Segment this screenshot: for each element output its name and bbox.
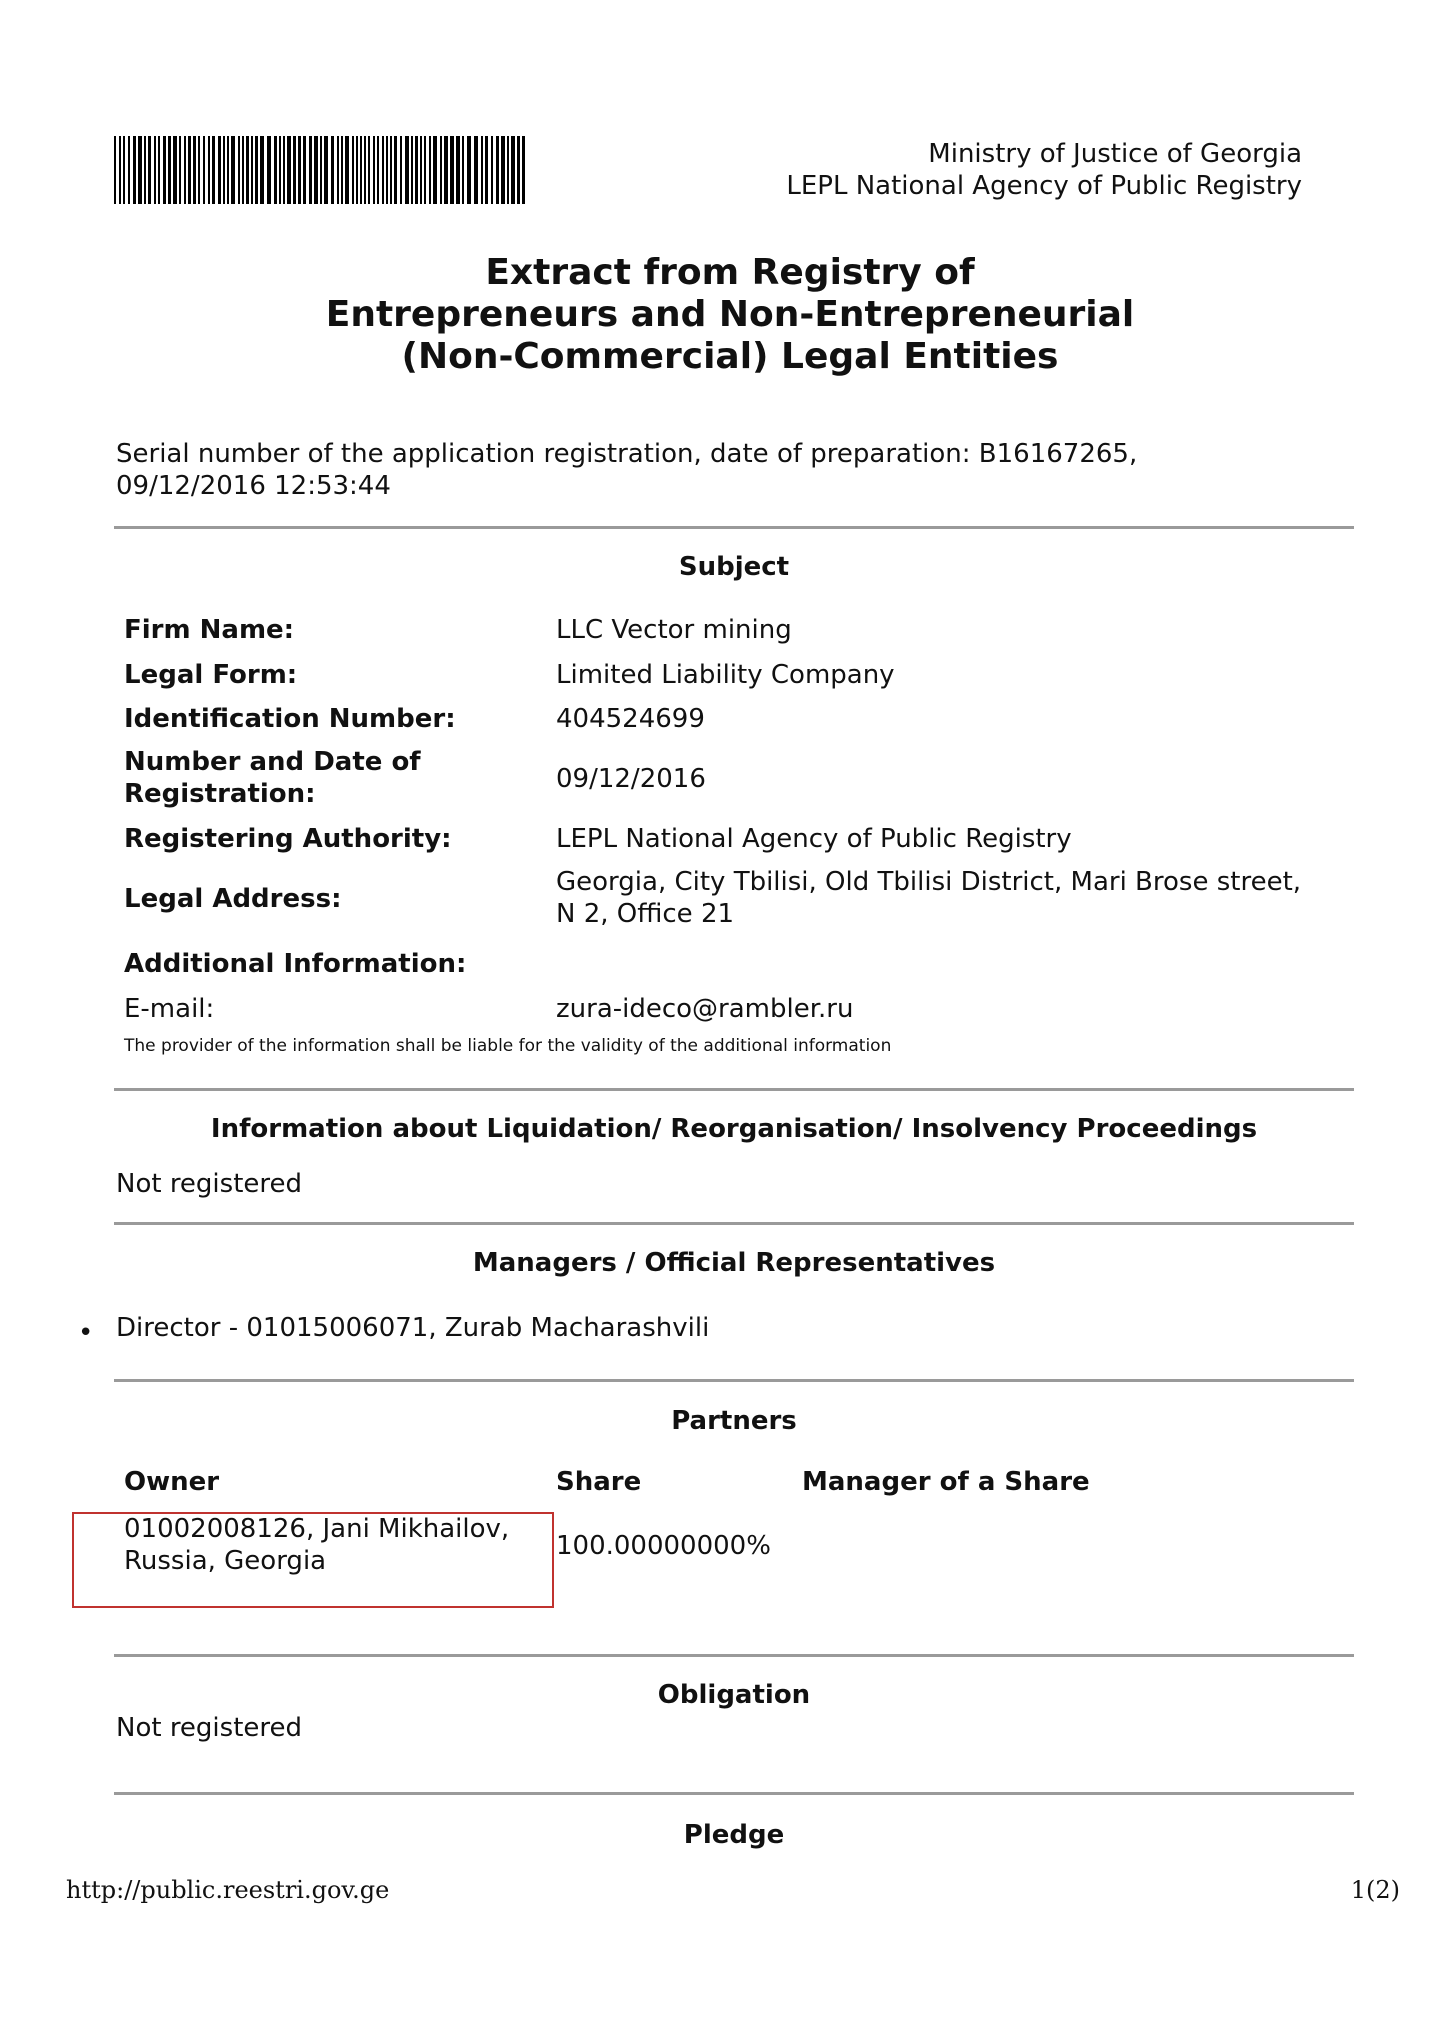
- legal-address-line-2: N 2, Office 21: [556, 899, 735, 929]
- manager-of-share-column-header: Manager of a Share: [802, 1467, 1090, 1497]
- footer-url: http://public.reestri.gov.ge: [66, 1876, 390, 1904]
- owner-line-2: Russia, Georgia: [124, 1546, 327, 1576]
- owner-line-1: 01002008126, Jani Mikhailov,: [124, 1514, 510, 1544]
- legal-address-label: Legal Address:: [124, 884, 342, 914]
- divider: [114, 1792, 1354, 1795]
- owner-cell: [124, 1513, 544, 1577]
- additional-info-label: Additional Information:: [124, 949, 467, 979]
- legal-form-value: Limited Liability Company: [556, 660, 895, 690]
- partners-heading: Partners: [671, 1406, 797, 1436]
- registration-label: [124, 746, 534, 810]
- obligation-status: Not registered: [116, 1713, 303, 1743]
- list-bullet: •: [78, 1318, 94, 1348]
- managers-heading: Managers / Official Representatives: [472, 1248, 996, 1278]
- id-number-value: 404524699: [556, 704, 705, 734]
- issuer-header: [786, 138, 1302, 202]
- divider: [114, 1222, 1354, 1225]
- authority-label: Registering Authority:: [124, 824, 452, 854]
- subject-heading: Subject: [678, 552, 790, 582]
- liquidation-status: Not registered: [116, 1169, 303, 1199]
- registration-label-line-2: Registration:: [124, 779, 316, 809]
- email-value: zura-ideco@rambler.ru: [556, 994, 854, 1024]
- registration-value: 09/12/2016: [556, 764, 706, 794]
- serial-info: [116, 438, 1356, 502]
- liability-note: The provider of the information shall be liable for the validity of the additional information: [124, 1036, 892, 1056]
- firm-name-label: Firm Name:: [124, 615, 295, 645]
- divider: [114, 1379, 1354, 1382]
- title-line-3: (Non-Commercial) Legal Entities: [401, 336, 1059, 377]
- share-cell: 100.00000000%: [556, 1531, 771, 1561]
- authority-value: LEPL National Agency of Public Registry: [556, 824, 1072, 854]
- title-line-1: Extract from Registry of: [485, 252, 975, 293]
- liquidation-heading: Information about Liquidation/ Reorganisation/ Insolvency Proceedings: [210, 1114, 1258, 1144]
- page-number: 1(2): [1350, 1876, 1400, 1904]
- serial-line-1: Serial number of the application registration, date of preparation: B16167265,: [116, 439, 1138, 469]
- legal-form-label: Legal Form:: [124, 660, 298, 690]
- divider: [114, 1654, 1354, 1657]
- registration-label-line-1: Number and Date of: [124, 747, 421, 777]
- barcode: [114, 136, 526, 204]
- divider: [114, 526, 1354, 529]
- firm-name-value: LLC Vector mining: [556, 615, 792, 645]
- share-column-header: Share: [556, 1467, 642, 1497]
- ministry-name: Ministry of Justice of Georgia: [928, 139, 1302, 169]
- owner-column-header: Owner: [124, 1467, 220, 1497]
- pledge-heading: Pledge: [683, 1820, 785, 1850]
- legal-address-value: [556, 866, 1346, 930]
- document-title: [0, 252, 1430, 378]
- obligation-heading: Obligation: [657, 1680, 811, 1710]
- manager-item: Director - 01015006071, Zurab Macharashvili: [116, 1313, 710, 1343]
- divider: [114, 1088, 1354, 1091]
- id-number-label: Identification Number:: [124, 704, 456, 734]
- title-line-2: Entrepreneurs and Non-Entrepreneurial: [325, 294, 1135, 335]
- legal-address-line-1: Georgia, City Tbilisi, Old Tbilisi District, Mari Brose street,: [556, 867, 1302, 897]
- email-label: E-mail:: [124, 994, 215, 1024]
- agency-name: LEPL National Agency of Public Registry: [786, 171, 1302, 201]
- serial-line-2: 09/12/2016 12:53:44: [116, 471, 391, 501]
